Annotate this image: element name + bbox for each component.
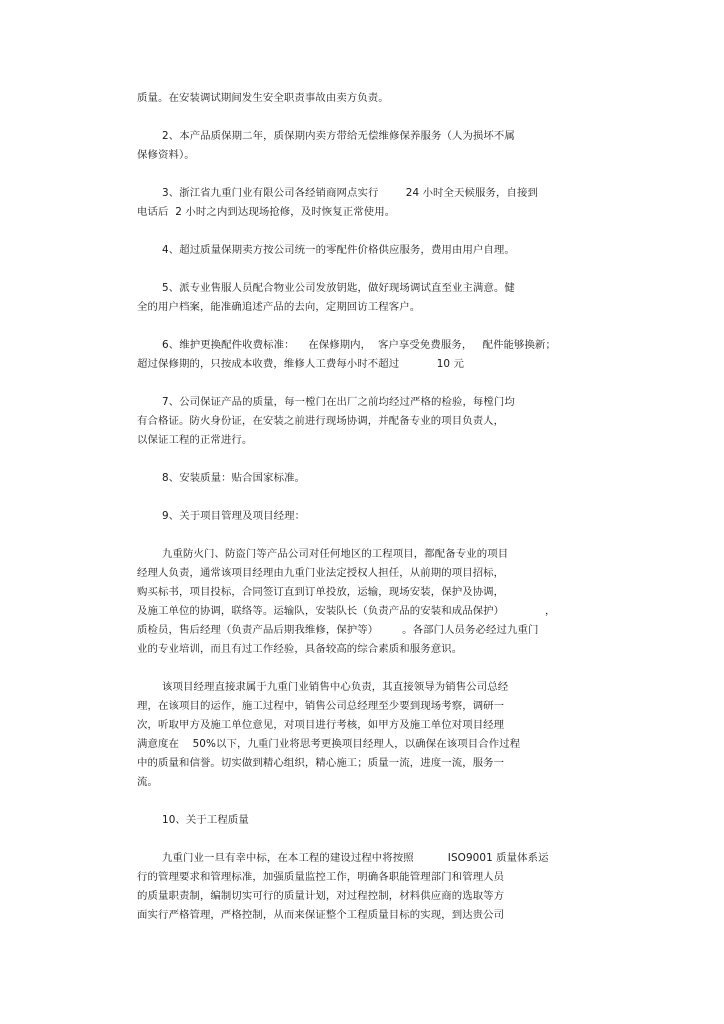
text-line: 满意度在 50%以下，九重门业将思考更换项目经理人，以确保在该项目合作过程	[137, 738, 521, 750]
text-line: 有合格证。防火身份证，在安装之前进行现场协调，并配备专业的项目负责人，	[137, 415, 505, 427]
text-line: 电话后 2 小时之内到达现场抢修，及时恢复正常使用。	[137, 206, 396, 218]
text-line: 该项目经理直接隶属于九重门业销售中心负责，其直接领导为销售公司总经	[162, 681, 509, 693]
text-line: 5、派专业售服人员配合物业公司发放钥匙，做好现场调试直至业主满意。健	[162, 282, 515, 294]
text-line: 面实行严格管理，严格控制，从而来保证整个工程质量目标的实现，到达贵公司	[137, 909, 505, 921]
text-line: 全的用户档案，能准确追述产品的去向，定期回访工程客户。	[137, 301, 421, 313]
text-line: 的质量职责制，编制切实可行的质量计划，对过程控制，材料供应商的选取等方	[137, 890, 505, 902]
text-line: 及施工单位的协调，联络等。运输队，安装队长（负责产品的安装和成品保护） ，	[137, 605, 556, 617]
text-line: 2、本产品质保期二年，质保期内卖方带给无偿维修保养服务（人为损坏不属	[162, 130, 515, 142]
text-line: 九重防火门、防盗门等产品公司对任何地区的工程项目，都配备专业的项目	[162, 548, 509, 560]
section-heading: 9、关于项目管理及项目经理：	[162, 510, 306, 522]
text-line: 保修资料）。	[137, 149, 195, 161]
text-line: 质量。在安装调试期间发生安全职责事故由卖方负责。	[137, 92, 389, 104]
text-line: 流。	[137, 776, 158, 788]
text-line: 中的质量和信誉。切实做到精心组织，精心施工；质量一流，进度一流，服务一	[137, 757, 505, 769]
text-line: 行的管理要求和管理标准，加强质量监控工作，明确各职能管理部门和管理人员	[137, 871, 505, 883]
text-line: 购买标书，项目投标，合同签订直到订单投放，运输，现场安装，保护及协调，	[137, 586, 505, 598]
text-line: 6、维护更换配件收费标准： 在保修期内， 客户享受免费服务， 配件能够换新；	[162, 339, 557, 351]
text-line: 7、公司保证产品的质量，每一樘门在出厂之前均经过严格的检验，每樘门均	[162, 396, 515, 408]
text-line: 4、超过质量保期卖方按公司统一的零配件价格供应服务，费用由用户自理。	[162, 244, 515, 256]
text-line: 次，听取甲方及施工单位意见，对项目进行考核，如甲方及施工单位对项目经理	[137, 719, 505, 731]
text-line: 8、安装质量：贴合国家标准。	[162, 472, 306, 484]
text-line: 经理人负责，通常该项目经理由九重门业法定授权人担任，从前期的项目招标，	[137, 567, 505, 579]
text-line: 九重门业一旦有幸中标，在本工程的建设过程中将按照 ISO9001 质量体系运	[162, 852, 549, 864]
text-line: 理，在该项目的运作，施工过程中，销售公司总经理至少要到现场考察，调研一	[137, 700, 505, 712]
text-line: 业的专业培训，而且有过工作经验，具备较高的综合素质和服务意识。	[137, 643, 463, 655]
text-line: 以保证工程的正常进行。	[137, 434, 253, 446]
section-heading: 10、关于工程质量	[162, 814, 249, 826]
text-line: 3、浙江省九重门业有限公司各经销商网点实行 24 小时全天候服务，自接到	[162, 187, 538, 199]
text-line: 质检员，售后经理（负责产品后期我维修，保护等） 。各部门人员务必经过九重门	[137, 624, 539, 636]
text-line: 超过保修期的，只按成本收费，维修人工费每小时不超过 10 元	[137, 358, 465, 370]
